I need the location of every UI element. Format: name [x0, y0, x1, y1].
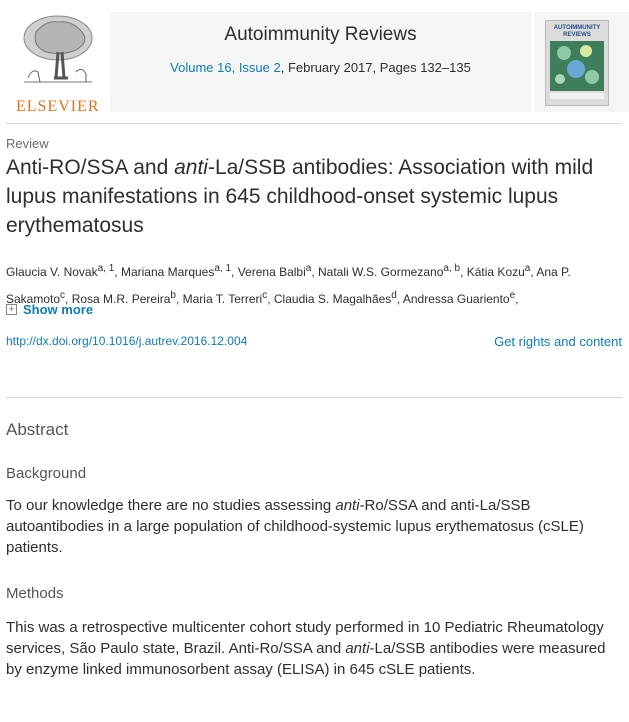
title-part-1: Anti-RO/SSA and [6, 156, 175, 179]
author-name[interactable]: Ana P. Sakamoto [6, 265, 571, 306]
background-heading: Background [6, 465, 87, 482]
author-name[interactable]: Andressa Guariento [402, 292, 510, 306]
journal-info [110, 12, 531, 112]
plus-icon: + [6, 304, 17, 315]
background-text-post: -Ro/SSA and anti-La/SSB autoantibodies in a large population of childhood-systemic lupus erythematosus (cSLE) patients. [6, 497, 584, 556]
author-name[interactable]: Kátia Kozu [466, 265, 525, 279]
author-separator: , [175, 292, 183, 306]
author-name[interactable]: Glaucia V. Novak [6, 265, 98, 279]
methods-text-italic: anti [345, 640, 370, 657]
journal-cover-image[interactable] [545, 20, 609, 106]
methods-text-post: -La/SSB antibodies were measured by enzyme linked immunosorbent assay (ELISA) in 645 cSLE patients. [6, 640, 606, 678]
author-separator: , [530, 265, 537, 279]
cover-title: AUTOIMMUNITY REVIEWS [553, 25, 601, 38]
author-affiliation-marker[interactable]: b [170, 290, 176, 301]
background-text-pre: To our knowledge there are no studies assessing [6, 497, 336, 514]
journal-issue [110, 60, 531, 75]
journal-title[interactable]: Autoimmunity Reviews [224, 24, 417, 45]
author-separator: , [65, 292, 72, 306]
rights-link[interactable]: Get rights and content [494, 334, 622, 349]
title-part-2: -La/SSB antibodies: Association with mild lupus manifestations in 645 childhood-onset systemic lupus erythematosus [6, 156, 594, 237]
author-name[interactable]: Natali W.S. Gormezano [318, 265, 444, 279]
author-list [6, 257, 622, 311]
background-text-italic: anti [335, 497, 360, 514]
header-divider [6, 123, 622, 124]
journal-cover-container [535, 12, 629, 112]
journal-header [0, 0, 629, 128]
author-separator: , [396, 292, 403, 306]
author-separator: , [267, 292, 274, 306]
author-affiliation-marker[interactable]: a, b [443, 263, 461, 274]
author-affiliation-marker[interactable]: d [391, 290, 397, 301]
article-type: Review [6, 136, 49, 151]
author-separator: , [460, 265, 467, 279]
author-separator: , [311, 265, 318, 279]
author-name[interactable]: Mariana Marques [120, 265, 215, 279]
author-separator: , [114, 265, 121, 279]
elsevier-logo[interactable] [6, 12, 110, 115]
abstract-divider [6, 397, 622, 398]
author-affiliation-marker[interactable]: e [509, 290, 516, 301]
author-name[interactable]: Rosa M.R. Pereira [71, 292, 171, 306]
author-name[interactable]: Claudia S. Magalhães [273, 292, 392, 306]
abstract-heading: Abstract [6, 420, 69, 439]
tree-logo-icon [6, 12, 106, 90]
author-affiliation-marker[interactable]: c [60, 290, 66, 301]
author-name[interactable]: Verena Balbi [237, 265, 306, 279]
author-name[interactable]: Maria T. Terreri [182, 292, 263, 306]
author-affiliation-marker[interactable]: a, 1 [214, 263, 232, 274]
show-more-button[interactable] [6, 302, 93, 317]
background-text [6, 495, 622, 558]
author-separator: , [231, 265, 238, 279]
publisher-name: ELSEVIER [16, 98, 100, 115]
author-affiliation-marker[interactable]: a [524, 263, 531, 274]
methods-heading: Methods [6, 585, 64, 602]
author-affiliation-marker[interactable]: a, 1 [97, 263, 115, 274]
show-more-label: Show more [23, 302, 94, 317]
author-affiliation-marker[interactable]: c [262, 290, 268, 301]
methods-text [6, 617, 622, 680]
author-affiliation-marker[interactable]: a [305, 263, 312, 274]
issue-link[interactable]: Volume 16, Issue 2 [170, 60, 281, 75]
methods-text-pre: This was a retrospective multicenter cohort study performed in 10 Pediatric Rheumatology services, São Paulo state, Brazil. Anti-Ro/SSA and [6, 619, 604, 657]
title-italic: anti [174, 156, 208, 179]
issue-details: , February 2017, Pages 132–135 [280, 60, 471, 75]
article-title [6, 153, 606, 240]
doi-link[interactable]: http://dx.doi.org/10.1016/j.autrev.2016.12.004 [6, 334, 248, 348]
author-separator: , [515, 292, 519, 306]
